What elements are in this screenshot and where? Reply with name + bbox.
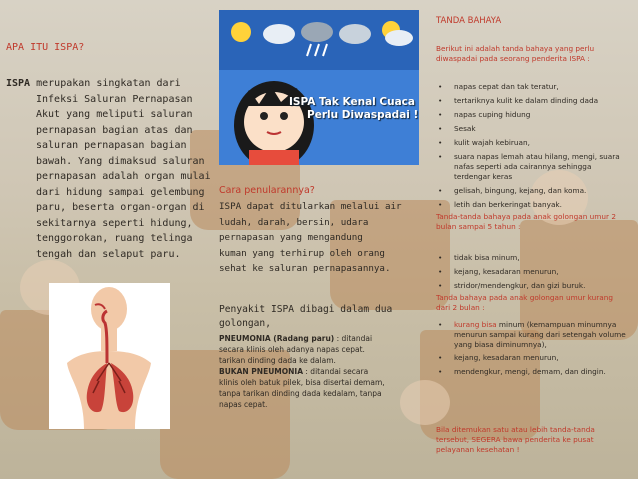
text-line: kuman yang terhirup oleh orang: [219, 247, 385, 259]
text-line: pernapasan bagian atas dan: [36, 124, 193, 136]
list-item: • suara napas lemah atau hilang, mengi, suara nafas seperti ada cairannya sehingga terdengar keras: [454, 152, 629, 182]
text-line: tanpa tarikan dinding dada kedalam, tanpa: [219, 389, 382, 398]
list-item: • mendengkur, mengi, demam, dan dingin.: [454, 367, 629, 377]
text-line: paru, beserta organ-organ di: [36, 202, 205, 213]
text-line: bawah. Yang dimaksud saluran: [36, 155, 205, 167]
text-line: pernapasan adalah organ mulai: [36, 171, 211, 182]
text-line: napas cepat.: [219, 400, 268, 409]
text-line: tengah dan selaput paru.: [36, 248, 181, 260]
text-line: dari hidung sampai gelembung: [36, 186, 205, 198]
poster-title-line1: ISPA Tak Kenal Cuaca: [289, 96, 415, 108]
poster-title-line2: Perlu Diwaspadai !: [307, 109, 419, 121]
danger-subtitle-under-2m: Tanda bahaya pada anak golongan umur kurang dari 2 bulan :: [436, 293, 614, 312]
danger-title: TANDA BAHAYA: [436, 16, 502, 26]
text-line: tarikan dinding dada ke dalam.: [219, 356, 336, 365]
text-line: Akut yang meliputi saluran: [36, 109, 193, 120]
list-item: • napas cepat dan tak teratur,: [454, 82, 629, 92]
transmission-title: Cara penularannya?: [219, 185, 315, 196]
column-danger-signs: [430, 0, 632, 479]
list-item: • tidak bisa minum,: [454, 253, 629, 263]
poster-image: [219, 10, 419, 165]
text-line: saluran pernapasan bagian: [36, 140, 187, 151]
danger-list-under-2m: [454, 320, 629, 381]
pneumonia-description: PNEUMONIA (Radang paru) : ditandai secara klinis oleh adanya napas cepat. tarikan dinding dada ke dalam. BUKAN PNEUMONIA : ditandai secara klinis oleh batuk pilek, bisa disertai demam, tanpa tarikan dinding dada kedalam, tanpa napas cepat.: [219, 333, 424, 410]
danger-list-general: [454, 82, 629, 214]
section-title-apa-itu-ispa: APA ITU ISPA?: [6, 42, 85, 53]
text-line: secara klinis oleh adanya napas cepat.: [219, 345, 365, 354]
text-line: tenggorokan, ruang telinga: [36, 233, 193, 244]
list-item: • napas cuping hidung: [454, 110, 629, 120]
text-line: ISPA dapat ditularkan melalui air: [219, 201, 402, 212]
list-item: • kulit wajah kebiruan,: [454, 138, 629, 148]
list-item: • kejang, kesadaran menurun,: [454, 353, 629, 363]
danger-intro: Berikut ini adalah tanda bahaya yang perlu diwaspadai pada seorang penderita ISPA :: [436, 44, 595, 63]
column-what-is-ispa: [6, 0, 211, 479]
text-line: sekitarnya seperti hidung,: [36, 217, 193, 229]
text-line: ludah, darah, bersin, udara: [219, 216, 369, 228]
danger-list-2m-5y: [454, 253, 629, 295]
list-item: • kurang bisa minum (kemampuan minumnya menurun sampai kurang dari setengah volume yang biasa diminumnya),: [454, 320, 629, 350]
definition-text: ISPA merupakan singkatan dari Infeksi Saluran Pernapasan Akut yang meliputi saluran pernapasan bagian atas dan saluran pernapasan bagian bawah. Yang dimaksud saluran pernapasan adalah organ mulai dari hidung sampai gelembung paru, beserta organ-organ di sekitarnya seperti hidung, tenggorokan, ruang telinga tengah dan selaput paru.: [6, 76, 211, 262]
transmission-text: [219, 199, 402, 277]
danger-subtitle-2m-5y: Tanda-tanda bahaya pada anak golongan umur 2 bulan sampai 5 tahun :: [436, 212, 616, 231]
list-item: • gelisah, bingung, kejang, dan koma.: [454, 186, 629, 196]
respiratory-system-illustration: [49, 283, 170, 429]
text-line: klinis oleh batuk pilek, bisa disertai demam,: [219, 378, 385, 387]
column-transmission: [213, 0, 418, 479]
text-line: Infeksi Saluran Pernapasan: [36, 93, 193, 105]
closing-advice: Bila ditemukan satu atau lebih tanda-tanda tersebut, SEGERA bawa penderita ke pusat pelayanan kesehatan !: [436, 425, 595, 454]
list-item: • stridor/mendengkur, dan gizi buruk.: [454, 281, 629, 291]
types-title: Penyakit ISPA dibagi dalam dua golongan,: [219, 304, 393, 329]
list-item: • kejang, kesadaran menurun,: [454, 267, 629, 277]
list-item: • Sesak: [454, 124, 629, 134]
list-item: • tertariknya kulit ke dalam dinding dada: [454, 96, 629, 106]
list-item: • letih dan berkeringat banyak.: [454, 200, 629, 210]
text-line: sehat ke saluran pernapasannya.: [219, 263, 391, 274]
text-line: pernapasan yang mengandung: [219, 232, 363, 243]
ispa-bold: ISPA: [6, 78, 31, 89]
